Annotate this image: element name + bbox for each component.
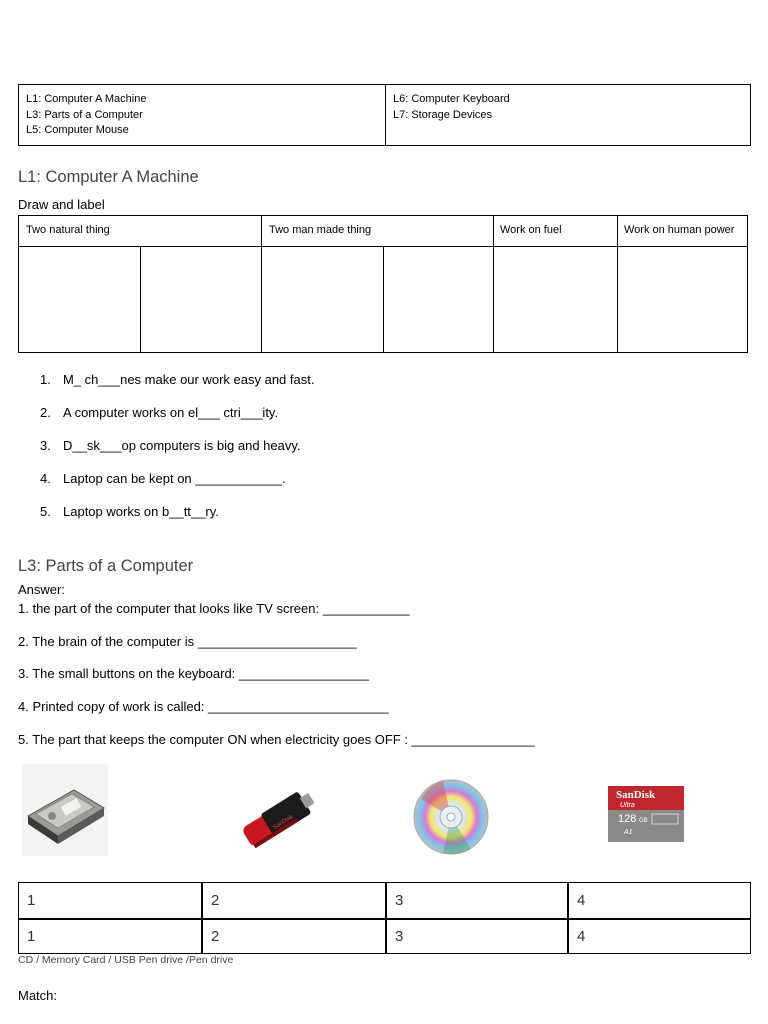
table-cell: 4 [577, 928, 586, 945]
header-natural: Two natural thing [26, 224, 110, 236]
l1-question [18, 372, 518, 405]
lesson-index-right [386, 85, 750, 145]
question-number: 1. [40, 372, 51, 387]
answer-label: Answer: [18, 582, 65, 597]
table-divider [383, 246, 384, 352]
lesson-index-item: L3: Parts of a Computer [26, 108, 143, 121]
question-number: 2. [40, 405, 51, 420]
l3-heading: L3: Parts of a Computer [18, 557, 194, 575]
l1-instruction: Draw and label [18, 197, 105, 212]
header-fuel: Work on fuel [500, 224, 562, 236]
question-text: Laptop can be kept on ____________. [63, 471, 286, 486]
table-cell: 3 [395, 928, 404, 945]
memory-card-image [606, 784, 686, 844]
table-cell: 3 [395, 892, 404, 909]
l3-question: 3. The small buttons on the keyboard: __________________ [18, 666, 370, 681]
l1-question [18, 504, 518, 537]
table-cell: 1 [27, 892, 36, 909]
l3-question: 2. The brain of the computer is ______________________ [18, 634, 357, 649]
question-text: Laptop works on b__tt__ry. [63, 504, 219, 519]
question-text: D__sk___op computers is big and heavy. [63, 438, 301, 453]
hard-disk-image [22, 764, 108, 856]
match-label: Match: [18, 988, 58, 1003]
header-man-made: Two man made thing [269, 224, 372, 236]
question-number: 4. [40, 471, 51, 486]
question-number: 5. [40, 504, 51, 519]
draw-label-table [18, 215, 748, 353]
memory-card-line: Ultra [620, 802, 635, 809]
question-number: 3. [40, 438, 51, 453]
table-divider [261, 216, 262, 352]
header-human-power: Work on human power [624, 224, 735, 236]
memory-card-capacity: 128 [618, 813, 637, 825]
table-cell: 2 [211, 892, 220, 909]
table-divider [617, 216, 618, 352]
l1-question-list [18, 372, 518, 537]
lesson-index-item: L1: Computer A Machine [26, 93, 147, 105]
lesson-index-table [18, 84, 751, 146]
l1-question [18, 438, 518, 471]
memory-card-class: A1 [624, 829, 633, 836]
usb-pen-drive-image [236, 780, 320, 858]
lesson-index-item: L5: Computer Mouse [26, 124, 129, 136]
table-divider [493, 216, 494, 352]
number-table [18, 882, 751, 954]
question-text: M_ ch___nes make our work easy and fast. [63, 372, 315, 387]
l3-question: 4. Printed copy of work is called: _________________________ [18, 699, 389, 714]
lesson-index-item: L7: Storage Devices [393, 108, 493, 121]
pen-drive-logo: SanDisk [272, 814, 295, 832]
lesson-index-left [19, 85, 386, 145]
options-caption: CD / Memory Card / USB Pen drive /Pen drive [18, 954, 234, 966]
l1-heading: L1: Computer A Machine [18, 168, 199, 186]
l1-question [18, 471, 518, 504]
memory-card-brand: SanDisk [616, 789, 656, 801]
l3-question: 1. the part of the computer that looks like TV screen: ____________ [18, 601, 410, 616]
table-cell: 4 [577, 892, 586, 909]
question-text: A computer works on el___ ctri___ity. [63, 405, 279, 420]
table-divider [140, 246, 141, 352]
cd-image [413, 777, 489, 857]
table-cell: 2 [211, 928, 220, 945]
l3-question: 5. The part that keeps the computer ON when electricity goes OFF : _________________ [18, 732, 535, 747]
lesson-index-item: L6: Computer Keyboard [393, 93, 510, 105]
memory-card-unit: GB [639, 818, 648, 824]
table-cell: 1 [27, 928, 36, 945]
l1-question [18, 405, 518, 438]
